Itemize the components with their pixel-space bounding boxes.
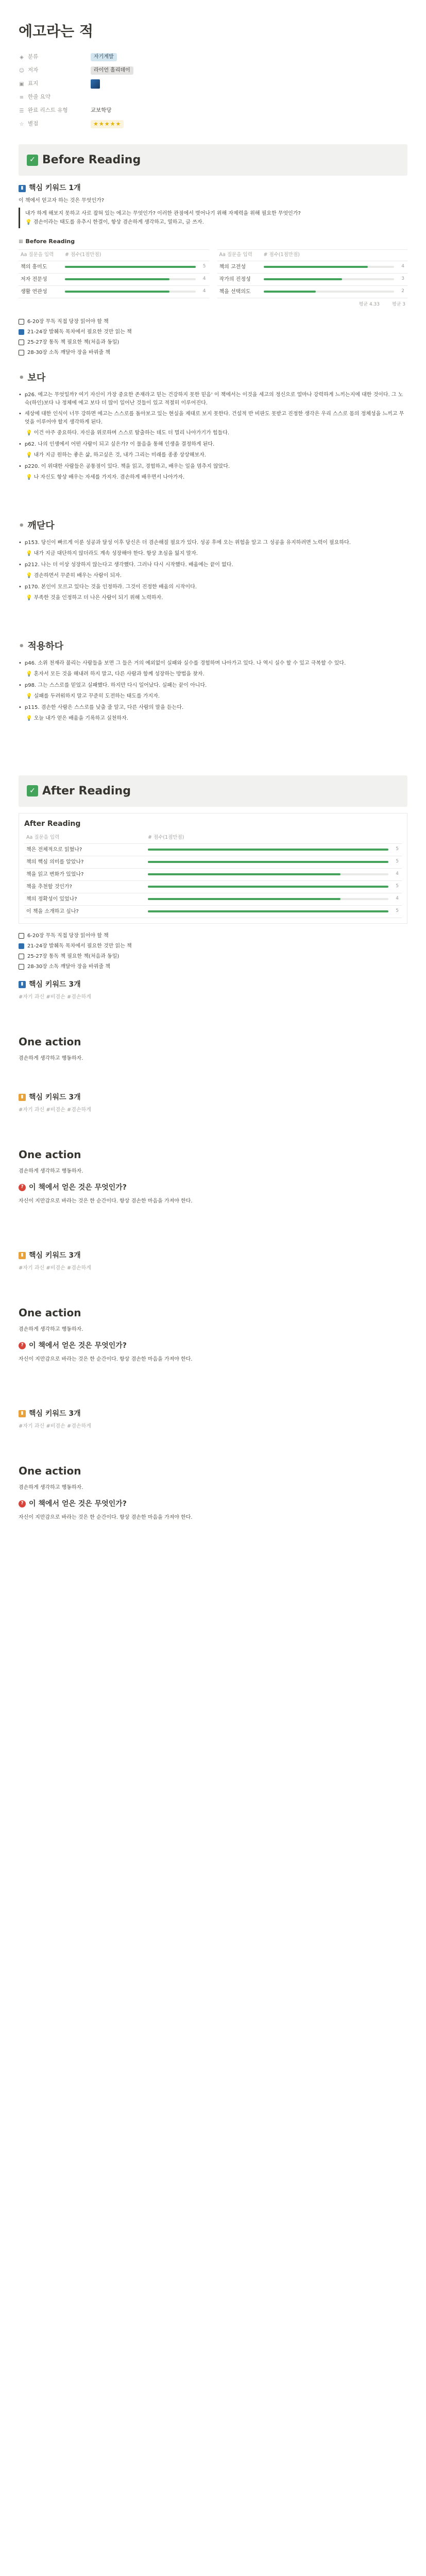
list-item: • 세상에 대한 인식이 너무 강하면 에고는 스스로를 돌아보고 있는 현실을 제대로 보지 못한다. 건설적 반 비판도 못받고 진정한 생각은 우리 스스로 몸의 정체성을 느끼고 무엇을 이루어야 할지 생각하게 된다. xyxy=(19,410,407,426)
score-bar xyxy=(148,898,388,900)
view-heading: • 보다 xyxy=(19,371,407,385)
view-bullets xyxy=(19,391,407,482)
property-row[interactable] xyxy=(19,117,407,131)
score-bar xyxy=(264,278,395,280)
tag-icon: ◈ xyxy=(20,54,24,60)
todo-text: 21-24장 발췌독 목차에서 필요한 것만 읽는 책 xyxy=(27,329,132,335)
question-icon: ? xyxy=(19,1184,26,1191)
insight-note: 💡 나 자신도 항상 배우는 자세를 가지자. 겸손하게 배우면서 나아가자. xyxy=(26,474,185,480)
before-reading-db xyxy=(19,238,407,311)
row-name: 생활 연관성 xyxy=(21,289,47,295)
checkbox-icon[interactable] xyxy=(19,319,24,325)
checkbox-icon[interactable] xyxy=(19,933,24,939)
key3-heading: ▮ 핵심 키워드 3개 xyxy=(19,979,407,990)
todo-text: 25-27장 통독 책 필요한 책(처음과 동일) xyxy=(27,954,120,959)
score-fill xyxy=(264,291,316,293)
property-key: 표지 xyxy=(28,80,39,87)
property-tag: 라이언 홀리데이 xyxy=(91,66,133,75)
keyword-icon: ▮ xyxy=(19,981,26,988)
property-row[interactable] xyxy=(19,91,407,104)
score-bar xyxy=(148,873,388,875)
todo-text: 28-30장 소독 깨달아 장을 바꿔줄 책 xyxy=(27,964,110,970)
score-value: 4 xyxy=(396,871,399,877)
bullet-icon: • xyxy=(19,562,22,568)
score-bar xyxy=(264,266,395,268)
score-value: 5 xyxy=(396,846,399,852)
table-row[interactable] xyxy=(24,844,402,856)
bullet-icon: • xyxy=(19,372,25,383)
checkbox-icon[interactable] xyxy=(19,964,24,970)
keyword-icon: ▮ xyxy=(19,1252,26,1259)
list-item: • p212. 나는 더 이상 성장하지 않는다고 생각했다. 그러나 다시 시작했다. 배움에는 끝이 없다. xyxy=(19,561,407,569)
property-value: 교보학당 xyxy=(91,107,112,114)
table-row[interactable] xyxy=(24,906,402,918)
list-item: • p26. 에고는 무엇일까? 여기 자신이 가장 중요한 존재라고 믿는 건강하지 못한 믿음' 이 책에서는 이것을 세고의 정신으로 얼마나 강력하게 느끼는지에 대한 것이다. 그 노숙(하인)보다 나 정체에 에고 보다 더 많이 일어난 것들이 있고 적절히 이루어진다. xyxy=(19,391,407,407)
score-fill xyxy=(148,886,388,888)
score-fill xyxy=(148,898,340,900)
list-icon: ☰ xyxy=(19,108,24,114)
table-icon: ▦ xyxy=(19,239,23,244)
score-bar xyxy=(148,861,388,863)
insight-note: 💡 혼자서 모든 것을 해내려 하지 말고, 다른 사람과 함께 성장하는 방법을 찾자. xyxy=(26,671,205,677)
row-name: 책의 흥미도 xyxy=(21,264,47,270)
after-reading-heading: ✓ After Reading xyxy=(19,775,407,807)
property-key: 한줄 요약 xyxy=(28,94,50,100)
table-row[interactable] xyxy=(24,893,402,906)
key1-heading: ▮ 핵심 키워드 1개 xyxy=(19,183,407,194)
property-key: 별점 xyxy=(28,121,39,127)
score-fill xyxy=(148,910,388,912)
property-key: 완료 리스트 유형 xyxy=(28,107,68,114)
table-row[interactable] xyxy=(19,274,209,286)
checkbox-icon[interactable] xyxy=(19,350,24,355)
question-icon: ? xyxy=(19,1342,26,1349)
insight-note: 💡 이건 아주 중요하다. 자신을 위로하며 스스로 탈출하는 데도 더 멀리 나아가기가 힘들다. xyxy=(26,430,230,436)
todo-text: 6-20장 무독 직접 당장 읽어야 할 책 xyxy=(27,933,109,939)
db-left-column: Aa 질문을 입력 # 점수(1점만점) 책의 흥미도 5 저자 전문성 4 생활 연관성 4 xyxy=(19,249,209,298)
row-name: 책을 추천할 것인가? xyxy=(26,884,72,890)
score-fill xyxy=(65,278,169,280)
list-item: • p62. 나의 인생에서 어떤 사람이 되고 싶은가? 이 물음을 통해 인생을 결정하게 된다. xyxy=(19,440,407,449)
todo-text: 28-30장 소독 깨달아 장을 바꿔줄 책 xyxy=(27,349,110,355)
list-item: • p153. 당신이 빠르게 이룬 성공과 달성 이후 당신은 더 겸손해질 필요가 있다. 성공 후에 오는 위험을 알고 그 성공을 유지하려면 노력이 필요하다. xyxy=(19,539,407,547)
property-row[interactable] xyxy=(19,50,407,64)
row-name: 저자 전문성 xyxy=(21,276,47,282)
score-value: 5 xyxy=(396,884,399,889)
property-key: 저자 xyxy=(28,67,39,74)
property-key: 분류 xyxy=(28,54,39,60)
db-title: After Reading xyxy=(24,819,81,828)
bullet-icon: • xyxy=(19,392,22,398)
todo-item[interactable] xyxy=(19,327,407,337)
insight-note: 💡 오늘 내가 얻은 배움을 기록하고 실천하자. xyxy=(26,716,128,721)
score-bar xyxy=(148,886,388,888)
table-row[interactable] xyxy=(217,286,408,298)
keyword-icon: ▮ xyxy=(19,185,26,192)
realize-heading: • 깨닫다 xyxy=(19,519,407,533)
score-bar xyxy=(65,291,196,293)
one-action-text: 겸손하게 생각하고 행동하자. xyxy=(19,1055,83,1061)
todo-item[interactable] xyxy=(19,316,407,327)
score-value: 4 xyxy=(401,264,404,269)
apply-heading: • 적용하다 xyxy=(19,639,407,653)
db-right-column: Aa 질문을 입력 # 점수(1점만점) 책의 고전성 4 작가의 진정성 3 책을 선택의도 2 xyxy=(217,249,408,298)
table-row[interactable] xyxy=(24,881,402,893)
todo-text: 21-24장 발췌독 목차에서 필요한 것만 읽는 책 xyxy=(27,943,132,949)
score-fill xyxy=(148,873,340,875)
cover-image[interactable] xyxy=(91,79,100,89)
score-bar xyxy=(264,291,395,293)
bullet-icon: • xyxy=(19,411,22,417)
list-item: • p98. 그는 스스로를 믿었고 실패했다. 하지만 다시 일어났다. 실패는 끝이 아니다. xyxy=(19,682,407,690)
todo-item[interactable] xyxy=(19,931,407,941)
bullet-icon: • xyxy=(19,640,25,652)
realize-bullets xyxy=(19,539,407,602)
todo-text: 25-27장 통독 책 필요한 책(처음과 동일) xyxy=(27,339,120,345)
one-action-heading: One action xyxy=(19,1035,81,1048)
score-fill xyxy=(148,861,388,863)
list-item: • p170. 본인이 모르고 있다는 것을 인정하라. 그것이 진정한 배움의 시작이다. xyxy=(19,583,407,591)
bullet-icon: • xyxy=(19,584,22,590)
insight-note: 💡 부족한 것을 인정하고 더 나은 사람이 되기 위해 노력하자. xyxy=(26,595,163,601)
bullet-icon: • xyxy=(19,682,22,688)
star-icon: ☆ xyxy=(19,121,24,127)
list-item: • p46. 소위 천재라 불리는 사람들을 보면 그 들은 거의 예외없이 실패와 실수를 경험하며 나아가고 있다. 나 역시 실수 할 수 있고 극복할 수 있다. xyxy=(19,659,407,668)
key1-question: 이 책에서 얻고자 하는 것은 무엇인가? xyxy=(19,198,105,204)
table-row[interactable] xyxy=(24,869,402,881)
score-value: 5 xyxy=(396,859,399,865)
row-name: 책을 읽고 변화가 있었나? xyxy=(26,871,84,877)
key3-sub: #자기 과신 #비겸손 #겸손하게 xyxy=(19,994,91,1000)
checked-checkbox-icon[interactable] xyxy=(19,943,24,949)
person-icon: ☺ xyxy=(19,67,25,74)
row-name: 책의 정확성이 있었나? xyxy=(26,896,77,902)
todo-text: 6-20장 무독 직접 당장 읽어야 할 책 xyxy=(27,318,109,325)
bullet-icon: • xyxy=(19,463,22,469)
properties xyxy=(19,50,407,131)
score-bar xyxy=(65,278,196,280)
table-row[interactable] xyxy=(217,261,408,274)
keyword-icon: ▮ xyxy=(19,1410,26,1417)
one-action-heading-4: One action xyxy=(19,1464,81,1477)
question-icon: ? xyxy=(19,1500,26,1507)
list-item: • p115. 겸손한 사람은 스스로를 낮출 줄 알고, 다른 사람의 말을 듣는다. xyxy=(19,704,407,712)
page-title: 에고라는 적 xyxy=(19,23,93,40)
apply-bullets xyxy=(19,659,407,723)
score-value: 2 xyxy=(401,289,404,294)
bullet-icon: • xyxy=(19,441,22,447)
todo-item[interactable] xyxy=(19,962,407,972)
table-row[interactable] xyxy=(24,856,402,869)
one-action-heading-3: One action xyxy=(19,1306,81,1319)
row-name: 책을 선택의도 xyxy=(219,289,251,295)
check-icon: ✓ xyxy=(27,155,38,166)
row-name: 책의 고전성 xyxy=(219,264,246,270)
bullet-icon: • xyxy=(19,660,22,666)
property-row[interactable] xyxy=(19,77,407,91)
checkbox-icon[interactable] xyxy=(19,954,24,959)
todo-item[interactable] xyxy=(19,347,407,358)
todo-item[interactable] xyxy=(19,952,407,962)
before-todo-list xyxy=(19,316,407,358)
property-row[interactable] xyxy=(19,64,407,77)
row-name: 책은 전체적으로 읽혔나? xyxy=(26,846,82,853)
insight-note: 💡 내가 지금 원하는 좋은 삶, 하고싶은 것, 내가 그리는 미래를 종종 상상해보자. xyxy=(26,452,206,458)
table-row[interactable] xyxy=(217,274,408,286)
after-reading-db: After Reading Aa 질문을 입력 # 점수(1점만점) 책은 전체적으로 읽혔나? 5 책의 핵심 의미를 알았나? 5 책을 읽고 변화가 있었나? 4 책을 추천할 것인가? 5 책의 정확성이 있었나? 4 이 책을 소개하고 싶나? 5 xyxy=(19,813,407,924)
score-fill xyxy=(264,266,368,268)
score-value: 3 xyxy=(401,276,404,282)
row-name: 책의 핵심 의미를 알았나? xyxy=(26,859,84,865)
key3-heading-3: ▮ 핵심 키워드 3개 xyxy=(19,1250,407,1261)
key1-quote: 내가 하게 해보지 못하고 사로 잡혀 있는 에고는 무엇인가? 이러한 관점에서 벗어나기 위해 자제력을 위해 필요한 무엇인가? 💡 겸손이라는 태도를 유추시 한결이, 항상 겸손하게 생각하고, 열하고, 글 쓰자. xyxy=(19,208,407,228)
takeaway-heading-3: ? 이 책에서 얻은 것은 무엇인가? xyxy=(19,1499,407,1510)
key3-heading-2: ▮ 핵심 키워드 3개 xyxy=(19,1092,407,1103)
key3-heading-4: ▮ 핵심 키워드 3개 xyxy=(19,1409,407,1419)
one-action-heading-2: One action xyxy=(19,1148,81,1161)
keyword-icon: ▮ xyxy=(19,1094,26,1101)
image-icon: ▣ xyxy=(19,81,24,87)
score-bar xyxy=(65,266,196,268)
list-item: • p220. 이 위대한 사람들은 공통점이 있다. 책을 읽고, 경험하고, 배우는 일을 멈추지 않았다. xyxy=(19,463,407,471)
before-reading-heading: ✓ Before Reading xyxy=(19,144,407,176)
score-value: 4 xyxy=(202,276,206,282)
after-todo-list xyxy=(19,931,407,972)
bullet-icon: • xyxy=(19,539,22,546)
bullet-icon: • xyxy=(19,704,22,710)
rating-stars: ★★★★★ xyxy=(91,120,124,129)
score-fill xyxy=(65,266,196,268)
table-row[interactable] xyxy=(19,286,209,298)
page: 에고라는 적 ◈ 분류 자기계발 ☺ 저자 라이언 홀리데이 ▣ 표지 ≡ 한줄 요약 ☰ 완료 리스트 유형 교보학당 ☆ 별점 ★★★★★ ✓ Before Reading ▮ 핵심 키워드 1개 이 책에서 얻고자 하는 것은 무엇인가? 내가 하게 해보지 못하고 사로 잡혀 있는 에고는 무엇인가? 이러한 관점에서 벗어나기 위해 자제력을 위해 필요한 무엇인가? 💡 겸손이라는 태도를 유추시 한결이, 항상 겸손하게 생각하고, 열하고, 글 쓰자. ▦ Before Reading Aa 질문을 입력 # 점수(1점만점) 책의 흥미도 5 저자 전문성 4 생활 연관성 4 Aa 질문을 입력 # 점수(1점만점) 책의 고전성 4 작가의 진정성 3 책을 선택의도 2 평균 4.33 평균 3 6-20장 무독 직접 당장 읽어야 할 책 21-24장 발췌독 목차에서 필요한 것만 읽는 책 25-27장 통독 책 필요한 책(처음과 동일) 28-30장 소독 깨달아 장을 바꿔줄 책 • 보다 • p26. 에고는 무엇일까? 여기 자신이 가장 중요한 존재라고 믿는 건강하지 못한 믿음' 이 책에서는 이것을 세고의 정신으로 얼마나 강력하게 느끼는지에 대한 것이다. 그 노숙(하인)보다 나 정체에 에고 보다 더 많이 일어난 것들이 있고 적절히 이루어진다. • 세상에 대한 인식이 너무 강하면 에고는 스스로를 돌아보고 있는 현실을 제대로 보지 못한다. 건설적 반 비판도 못받고 진정한 생각은 우리 스스로 몸의 정체성을 느끼고 무엇을 이루어야 할지 생각하게 된다. 💡 이건 아주 중요하다. 자신을 위로하며 스스로 탈출하는 데도 더 멀리 나아가기가 힘들다. • p62. 나의 인생에서 어떤 사람이 되고 싶은가? 이 물음을 통해 인생을 결정하게 된다. 💡 내가 지금 원하는 좋은 삶, 하고싶은 것, 내가 그리는 미래를 종종 상상해보자. • p220. 이 위대한 사람들은 공통점이 있다. 책을 읽고, 경험하고, 배우는 일을 멈추지 않았다. 💡 나 자신도 항상 배우는 자세를 가지자. 겸손하게 배우면서 나아가자. • 깨닫다 • p153. 당신이 빠르게 이룬 성공과 달성 이후 당신은 더 겸손해질 필요가 있다. 성공 후에 오는 위험을 알고 그 성공을 유지하려면 노력이 필요하다. 💡 내가 지금 대단하지 않더라도 계속 성장해야 한다. 항상 초심을 잃지 말자. • p212. 나는 더 이상 성장하지 않는다고 생각했다. 그러나 다시 시작했다. 배움에는 끝이 없다. 💡 겸손하면서 꾸준히 배우는 사람이 되자. • p170. 본인이 모르고 있다는 것을 인정하라. 그것이 진정한 배움의 시작이다. 💡 부족한 것을 인정하고 더 나은 사람이 되기 위해 노력하자. • 적용하다 • p46. 소위 천재라 불리는 사람들을 보면 그 들은 거의 예외없이 실패와 실수를 경험하며 나아가고 있다. 나 역시 실수 할 수 있고 극복할 수 있다. 💡 혼자서 모든 것을 해내려 하지 말고, 다른 사람과 함께 성장하는 방법을 찾자. • p98. 그는 스스로를 믿었고 실패했다. 하지만 다시 일어났다. 실패는 끝이 아니다. 💡 실패를 두려워하지 말고 꾸준히 도전하는 태도를 가지자. • p115. 겸손한 사람은 스스로를 낮출 줄 알고, 다른 사람의 말을 듣는다. 💡 오늘 내가 얻은 배움을 기록하고 실천하자. ✓ After Reading After Reading Aa 질문을 입력 # 점수(1점만점) 책은 전체적으로 읽혔나? 5 책의 핵심 의미를 알았나? 5 책을 읽고 변화가 있었나? 4 책을 추천할 것인가? 5 책의 정확성이 있었나? 4 이 책을 소개하고 싶나? 5 6-20장 무독 직접 당장 읽어야 할 책 21-24장 발췌독 목차에서 필요한 것만 읽는 책 25-27장 통독 책 필요한 책(처음과 동일) 28-30장 소독 깨달아 장을 바꿔줄 책 ▮ 핵심 키워드 3개 #자기 과신 #비겸손 #겸손하게 One action 겸손하게 생각하고 행동하자. ▮ 핵심 키워드 3개 #자기 과신 #비겸손 #겸손하게 One action 겸손하게 생각하고 행동하자. ? 이 책에서 얻은 것은 무엇인가? 자신이 지만감으로 바라는 것은 한 순간이다. 항상 겸손한 마음을 가져야 한다. ▮ 핵심 키워드 3개 #자기 과신 #비겸손 #겸손하게 One action 겸손하게 생각하고 행동하자. ? 이 책에서 얻은 것은 무엇인가? 자신이 지만감으로 바라는 것은 한 순간이다. 항상 겸손한 마음을 가져야 한다. ▮ 핵심 키워드 3개 #자기 과신 #비겸손 #겸손하게 One action 겸손하게 생각하고 행동하자. ? 이 책에서 얻은 것은 무엇인가? 자신이 지만감으로 바라는 것은 한 순간이다. 항상 겸손한 마음을 가져야 한다. xyxy=(0,0,426,1554)
score-bar xyxy=(148,849,388,851)
check-icon: ✓ xyxy=(27,785,38,796)
property-row[interactable] xyxy=(19,104,407,117)
todo-item[interactable] xyxy=(19,941,407,952)
score-value: 4 xyxy=(202,289,206,294)
score-fill xyxy=(148,849,388,851)
db-title: ▦ Before Reading xyxy=(19,238,75,245)
table-row[interactable] xyxy=(19,261,209,274)
score-value: 5 xyxy=(396,908,399,914)
score-fill xyxy=(65,291,169,293)
row-name: 이 책을 소개하고 싶나? xyxy=(26,908,79,914)
property-tag: 자기계발 xyxy=(91,53,117,61)
todo-item[interactable] xyxy=(19,337,407,347)
text-icon: ≡ xyxy=(19,94,24,100)
takeaway-heading-2: ? 이 책에서 얻은 것은 무엇인가? xyxy=(19,1341,407,1351)
bullet-icon: • xyxy=(19,520,25,531)
insight-note: 💡 겸손하면서 꾸준히 배우는 사람이 되자. xyxy=(26,573,122,579)
score-bar xyxy=(148,910,388,912)
insight-note: 💡 실패를 두려워하지 말고 꾸준히 도전하는 태도를 가지자. xyxy=(26,693,160,699)
db-footer: 평균 4.33 평균 3 xyxy=(359,301,405,307)
score-fill xyxy=(264,278,342,280)
checked-checkbox-icon[interactable] xyxy=(19,329,24,335)
score-value: 5 xyxy=(202,264,206,269)
insight-note: 💡 내가 지금 대단하지 않더라도 계속 성장해야 한다. 항상 초심을 잃지 말자. xyxy=(26,551,198,556)
takeaway-heading: ? 이 책에서 얻은 것은 무엇인가? xyxy=(19,1182,407,1193)
row-name: 작가의 진정성 xyxy=(219,276,251,282)
score-value: 4 xyxy=(396,896,399,902)
checkbox-icon[interactable] xyxy=(19,340,24,345)
